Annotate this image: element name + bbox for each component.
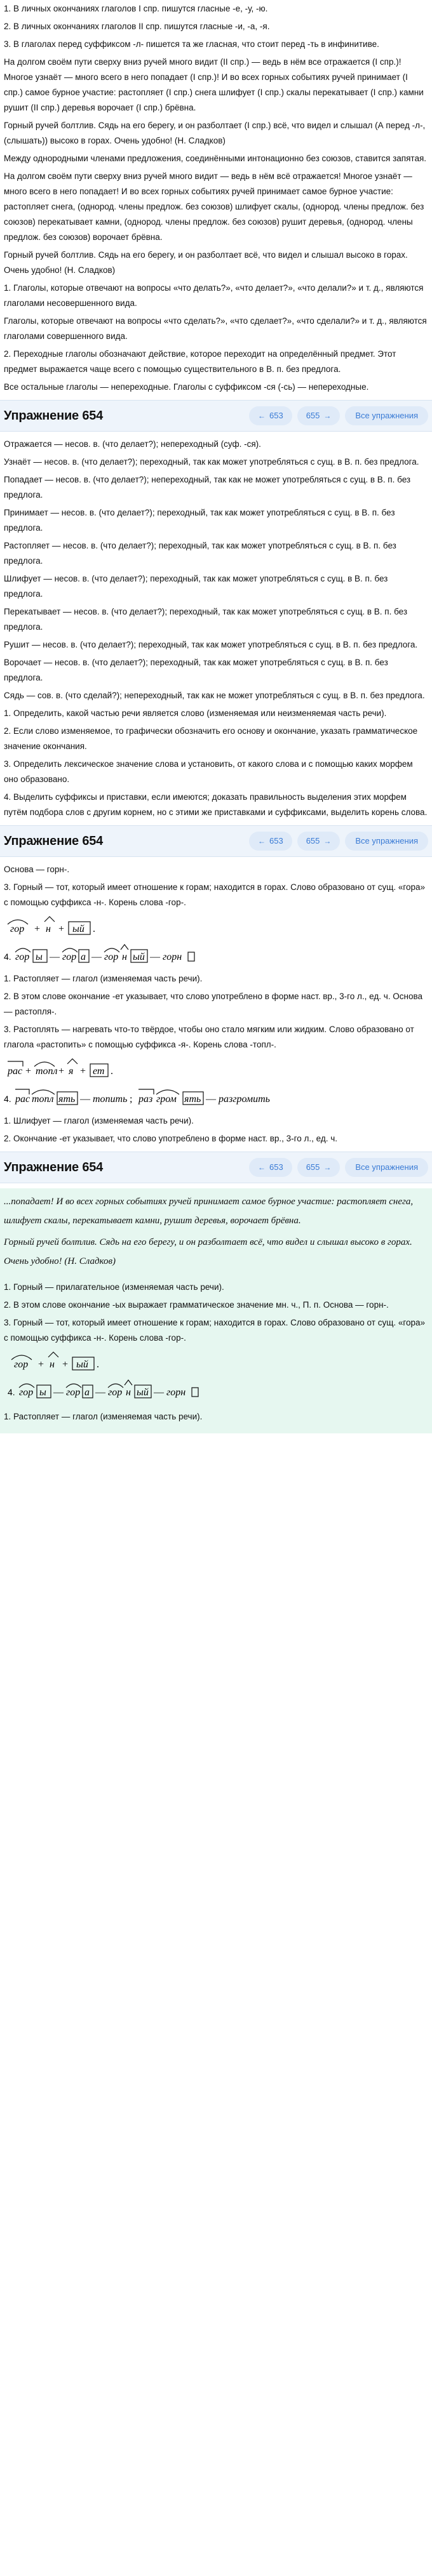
morpheme-diagram [4, 1376, 428, 1404]
svg-text:+: + [25, 1066, 32, 1077]
text-paragraph: Горный ручей болтлив. Сядь на его берегу, и он разболтает всё, что видел и слышал высоко в горах. Очень удобно! (Н. Сладков) [4, 1237, 412, 1266]
text-paragraph: 2. Переходные глаголы обозначают действие, которое переходит на определённый предмет. Этот предмет выражается чаще всего с помощью существительного в В. п. без предлога. [4, 349, 396, 374]
text-paragraph: 4. Выделить суффиксы и приставки, если имеются; доказать правильность выделения этих морфем путём подбора слов с другим корнем, но с этими же приставками и суффиксами, выделить корень слова. [4, 792, 428, 817]
morpheme-scheme-gorny [8, 1348, 135, 1374]
svg-text:—: — [91, 952, 102, 962]
exercise-header [0, 1152, 432, 1183]
text-paragraph: 1. Шлифует — глагол (изменяемая часть речи). [4, 1116, 194, 1125]
exercise-title: Упражнение 654 [4, 834, 104, 848]
text-paragraph: 3. Определить лексическое значение слова и установить, от какого слова и с помощью каких морфем оно образовано. [4, 759, 413, 784]
svg-text:разгромить: разгромить [219, 1094, 270, 1105]
section-word-analysis [0, 862, 432, 910]
prev-exercise-button[interactable]: ← 653 [249, 406, 292, 425]
morpheme-chain-rastoplyaet [4, 1083, 334, 1111]
exercise-nav [249, 832, 428, 851]
text-paragraph: 1. В личных окончаниях глаголов I спр. пишутся гласные -е, -у, -ю. [4, 4, 268, 13]
svg-text:+: + [58, 924, 65, 934]
svg-text:4.: 4. [8, 1387, 15, 1397]
next-exercise-button[interactable]: 655 → [297, 406, 341, 425]
svg-text:4.: 4. [4, 1094, 11, 1104]
morpheme-scheme-gorny [4, 913, 131, 938]
morpheme-chain-gorny [4, 941, 258, 969]
svg-text:ый: ый [133, 952, 145, 962]
section-verb-analysis [0, 437, 432, 820]
svg-text:горн: горн [163, 952, 182, 962]
svg-text:ый: ый [137, 1387, 149, 1398]
svg-text:рас: рас [8, 1066, 23, 1077]
svg-text:а: а [84, 1387, 90, 1398]
text-paragraph: 3. Горный — тот, который имеет отношение к горам; находится в горах. Слово образовано от сущ. «гора» с помощью суффикса -н-. Корень слова -гор-. [4, 882, 425, 907]
morpheme-diagram [4, 1348, 428, 1374]
svg-text:гор: гор [62, 952, 77, 962]
svg-text:топл: топл [32, 1094, 54, 1105]
text-paragraph: Отражается — несов. в. (что делает?); непереходный (суф. -ся). [4, 439, 261, 449]
text-paragraph: Перекатывает — несов. в. (что делает?); переходный, так как может употребляться с сущ. в В. п. без предлога. [4, 607, 408, 632]
next-exercise-button[interactable]: 655 → [297, 1158, 341, 1177]
next-exercise-button[interactable]: 655 → [297, 832, 341, 851]
svg-text:н: н [122, 952, 127, 962]
text-paragraph: 1. Глаголы, которые отвечают на вопросы «что делать?», «что делает?», «что делали?» и т. д., являются глаголами несовершенного вида. [4, 283, 424, 308]
morpheme-scheme-rastoplyaet [4, 1055, 144, 1080]
all-exercises-button[interactable]: Все упражнения [345, 406, 428, 425]
text-paragraph: На долгом своём пути сверху вниз ручей много видит — ведь в нём всё отражается! Многое узнаёт — много всего в него попадает! И во всех горных событиях ручей принимает самое бурное участие: растопляет снега, (однород. члены предлож. без союзов) шлифует скалы, (однород. члены предлож. без союзов) перекатывает камни, (однород. члены предлож. без союзов) рушит деревья, (однород. члены предлож. без союзов) ворочает брёвна. [4, 171, 424, 242]
svg-text:раз: раз [138, 1094, 153, 1105]
svg-text:4.: 4. [4, 952, 11, 962]
morpheme-diagram [0, 1055, 432, 1080]
text-paragraph: Шлифует — несов. в. (что делает?); переходный, так как может употребляться с сущ. в В. п. без предлога. [4, 574, 388, 599]
svg-text:ы: ы [36, 952, 43, 962]
svg-text:н: н [126, 1387, 131, 1398]
text-paragraph: Растопляет — несов. в. (что делает?); переходный, так как может употребляться с сущ. в В. п. без предлога. [4, 541, 396, 566]
svg-text:—: — [150, 952, 160, 962]
svg-text:.: . [97, 1359, 99, 1370]
section-word-analysis-3 [0, 1113, 432, 1146]
exercise-header [0, 825, 432, 857]
text-paragraph: 3. В глаголах перед суффиксом -л- пишется та же гласная, что стоит перед -ть в инфинитиве. [4, 39, 379, 49]
text-paragraph: 2. Если слово изменяемое, то графически обозначить его основу и окончание, указать грамматическое значение окончания. [4, 726, 418, 751]
exercise-nav [249, 1158, 428, 1177]
svg-text:+: + [62, 1359, 69, 1370]
prev-exercise-button[interactable]: ← 653 [249, 1158, 292, 1177]
svg-text:гор: гор [14, 1359, 29, 1370]
svg-text:н: н [50, 1359, 55, 1370]
morpheme-diagram [0, 1083, 432, 1111]
text-paragraph: Принимает — несов. в. (что делает?); переходный, так как может употребляться с сущ. в В. п. без предлога. [4, 508, 395, 533]
text-paragraph: 2. В этом слове окончание -ых выражает грамматическое значение мн. ч., П. п. Основа — горн-. [4, 1300, 389, 1310]
arrow-right-icon: → [323, 1163, 332, 1172]
text-paragraph: Глаголы, которые отвечают на вопросы «что сделать?», «что сделает?», «что сделали?» и т. д., являются глаголами совершенного вида. [4, 316, 427, 341]
svg-text:.: . [93, 924, 95, 934]
svg-text:гор: гор [15, 952, 30, 962]
text-paragraph: Горный ручей болтлив. Сядь на его берегу, и он разболтает всё, что видел и слышал высоко в горах. Очень удобно! (Н. Сладков) [4, 250, 408, 275]
text-paragraph: 2. Окончание -ет указывает, что слово употреблено в форме наст. вр., 3-го л., ед. ч. [4, 1134, 338, 1143]
svg-text:ять: ять [58, 1094, 76, 1105]
text-paragraph: 1. Горный — прилагательное (изменяемая часть речи). [4, 1282, 224, 1292]
svg-text:+: + [80, 1066, 86, 1077]
svg-text:гор: гор [108, 1387, 123, 1398]
svg-text:—: — [206, 1094, 216, 1105]
svg-text:ять: ять [184, 1094, 201, 1105]
arrow-right-icon: → [323, 411, 332, 420]
svg-text:гор: гор [104, 952, 119, 962]
text-paragraph: 1. Растопляет — глагол (изменяемая часть речи). [4, 1412, 203, 1421]
svg-text:—: — [53, 1387, 64, 1398]
svg-text:—: — [95, 1387, 105, 1398]
svg-text:горн: горн [166, 1387, 186, 1398]
svg-text:топл: топл [36, 1066, 58, 1077]
text-paragraph: 2. В личных окончаниях глаголов II спр. пишутся гласные -и, -а, -я. [4, 22, 270, 31]
text-paragraph: Узнаёт — несов. в. (что делает?); переходный, так как может употребляться с сущ. в В. п. без предлога. [4, 457, 419, 467]
morpheme-diagram [0, 941, 432, 969]
arrow-right-icon: → [323, 837, 332, 846]
text-paragraph: 1. Определить, какой частью речи является слово (изменяемая или неизменяемая часть речи). [4, 708, 387, 718]
arrow-left-icon: ← [257, 411, 266, 420]
text-paragraph: 2. В этом слове окончание -ет указывает, что слово употреблено в форме наст. вр., 3-го л., ед. ч. Основа — растопля-. [4, 992, 423, 1016]
exercise-title: Упражнение 654 [4, 409, 104, 423]
text-paragraph: 1. Растопляет — глагол (изменяемая часть речи). [4, 974, 203, 983]
svg-text:гор: гор [66, 1387, 81, 1398]
svg-text:рас: рас [15, 1094, 30, 1105]
all-exercises-button[interactable]: Все упражнения [345, 1158, 428, 1177]
text-paragraph: На долгом своём пути сверху вниз ручей много видит (II спр.) — ведь в нём все отражается (I спр.)! Многое узнаёт — много всего в него попадает (I спр.)! И во всех горных событиях ручей принимает (I спр.) самое бурное участие: растопляет (I спр.) снега шлифует (I спр.) скалы перекатывает (I спр.) камни рушит (II спр.) деревья ворочает (I спр.) брёвна. [4, 57, 424, 112]
svg-text:а: а [81, 952, 86, 962]
section-word-analysis-2 [0, 971, 432, 1052]
text-paragraph: Все остальные глаголы — непереходные. Глаголы с суффиксом -ся (-сь) — непереходные. [4, 382, 369, 392]
svg-text:ы: ы [39, 1387, 46, 1398]
answer-block [0, 1188, 432, 1433]
exercise-nav [249, 406, 428, 425]
text-paragraph: 3. Горный — тот, который имеет отношение к горам; находится в горах. Слово образовано от сущ. «гора» с помощью суффикса -н-. Корень слова -гор-. [4, 1318, 425, 1343]
svg-text:—: — [154, 1387, 164, 1398]
svg-text:+: + [38, 1359, 44, 1370]
svg-text:н: н [46, 924, 51, 934]
svg-text:гор: гор [19, 1387, 34, 1398]
section-rules-1 [0, 0, 432, 395]
svg-text:гор: гор [10, 924, 25, 934]
svg-text:гром: гром [156, 1094, 177, 1105]
svg-text:—: — [50, 952, 60, 962]
svg-text:я: я [69, 1066, 74, 1077]
text-paragraph: Попадает — несов. в. (что делает?); непереходный, так как не может употребляться с сущ. в В. п. без предлога. [4, 475, 411, 500]
svg-text:+: + [58, 1066, 65, 1077]
svg-text:топить: топить [93, 1094, 128, 1105]
all-exercises-button[interactable]: Все упражнения [345, 832, 428, 851]
svg-text:;: ; [130, 1094, 133, 1105]
text-paragraph: Ворочает — несов. в. (что делает?); переходный, так как может употребляться с сущ. в В. п. без предлога. [4, 658, 388, 682]
text-paragraph: Сядь — сов. в. (что сделай?); непереходный, так как не может употребляться с сущ. в В. п. без предлога. [4, 691, 425, 700]
exercise-header [0, 400, 432, 432]
text-paragraph: Горный ручей болтлив. Сядь на его берегу, и он разболтает (I спр.) всё, что видел и слышал (А перед -л-, (слышать)) высоко в горах. Очень удобно! (Н. Сладков) [4, 121, 426, 145]
exercise-title: Упражнение 654 [4, 1160, 104, 1174]
text-paragraph: Между однородными членами предложения, соединёнными интонационно без союзов, ставится запятая. [4, 154, 427, 163]
arrow-left-icon: ← [257, 837, 266, 846]
morpheme-chain-gorny [8, 1376, 262, 1404]
svg-text:—: — [80, 1094, 90, 1105]
prev-exercise-button[interactable]: ← 653 [249, 832, 292, 851]
morpheme-diagram [0, 913, 432, 938]
text-paragraph: Основа — горн-. [4, 865, 70, 874]
svg-text:+: + [34, 924, 41, 934]
arrow-left-icon: ← [257, 1163, 266, 1172]
svg-text:.: . [111, 1066, 113, 1077]
text-paragraph: Рушит — несов. в. (что делает?); переходный, так как может употребляться с сущ. в В. п. без предлога. [4, 640, 418, 649]
svg-text:ет: ет [93, 1066, 105, 1077]
text-paragraph: ...попадает! И во всех горных событиях ручей принимает самое бурное участие: растопляет снега, шлифует скалы, перекатывает камни, рушит деревья, ворочает брёвна. [4, 1197, 414, 1226]
text-paragraph: 3. Растоплять — нагревать что-то твёрдое, чтобы оно стало мягким или жидким. Слово образовано от глагола «растопить» с помощью суффикса -я-. Корень слова -топл-. [4, 1025, 414, 1049]
svg-text:ый: ый [72, 924, 84, 934]
svg-text:ый: ый [76, 1359, 88, 1370]
